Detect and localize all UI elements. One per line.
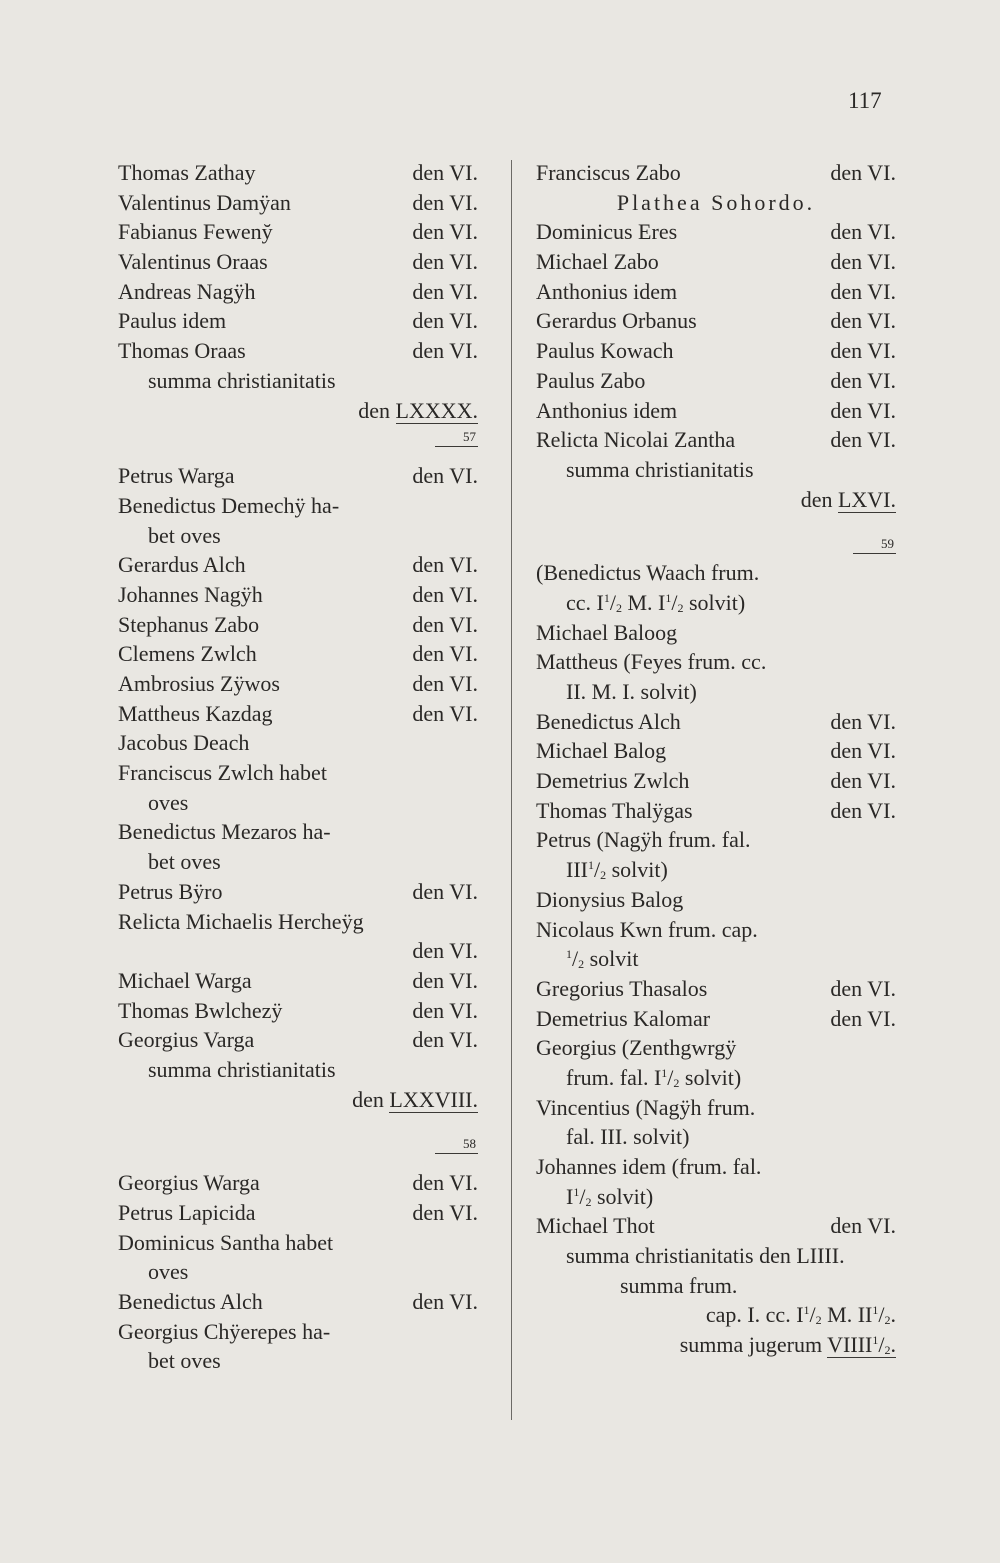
entry-line — [118, 728, 478, 758]
entry-line — [536, 707, 896, 737]
entry-name: oves — [148, 1259, 189, 1285]
entry-name: Thomas Thalÿgas — [536, 797, 693, 823]
entry-name: frum. fal. $I^1/_2$ solvit) — [566, 1064, 742, 1090]
summa-label: summa christianitatis — [148, 367, 336, 393]
summa-total: den LXXVIII. — [352, 1086, 478, 1112]
entry-line — [118, 1198, 478, 1228]
entry-line — [118, 1317, 478, 1347]
entry-line — [536, 1122, 896, 1152]
entry-value: den VI. — [830, 427, 896, 453]
entry-value: den VI. — [412, 338, 478, 364]
entry-value: den VI. — [412, 641, 478, 667]
entry-value: den VI. — [830, 367, 896, 393]
entry-name: Paulus Zabo — [536, 367, 646, 393]
entry-name: Valentinus Oraas — [118, 249, 268, 275]
entry-name: Michael Zabo — [536, 249, 659, 275]
entry-name: Demetrius Zwlch — [536, 768, 690, 794]
entry-value: den VI. — [830, 975, 896, 1001]
entry-name: Georgius Varga — [118, 1027, 255, 1053]
entry-value: den VI. — [412, 700, 478, 726]
entry-value: den VI. — [830, 397, 896, 423]
entry-line — [118, 580, 478, 610]
entry-line — [118, 639, 478, 669]
entry-value: den VI. — [412, 1289, 478, 1315]
entry-line — [536, 647, 896, 677]
column-divider — [511, 160, 512, 1420]
entry-line — [536, 396, 896, 426]
entry-value: den VI. — [412, 671, 478, 696]
entry-line — [536, 366, 896, 396]
entry-line — [118, 699, 478, 729]
entry-line — [118, 669, 478, 699]
entry-value: den VI. — [412, 463, 478, 489]
entry-value: den VI. — [830, 797, 896, 823]
summa-total: den LXXXX. — [358, 397, 478, 423]
entry-name: Benedictus Alch — [118, 1289, 263, 1315]
entry-value: den VI. — [830, 768, 896, 794]
entry-name: Franciscus Zwlch habet — [118, 760, 327, 786]
left-column — [118, 158, 478, 1376]
entry-name: Petrus Warga — [118, 463, 235, 489]
entry-line — [118, 550, 478, 580]
entry-name: Johannes idem (frum. fal. — [536, 1154, 762, 1179]
entry-line — [118, 877, 478, 907]
entry-line — [536, 736, 896, 766]
entry-line — [118, 996, 478, 1026]
entry-line — [118, 817, 478, 847]
section-heading: Plathea Sohordo. — [616, 189, 816, 215]
entry-value: den VI. — [830, 708, 896, 734]
entry-name: Michael Balog — [536, 738, 667, 764]
entry-value: den VI. — [412, 308, 478, 334]
page-number: 117 — [848, 88, 882, 113]
entry-line — [118, 1257, 478, 1287]
entry-line — [118, 306, 478, 336]
right-column — [536, 158, 896, 1360]
entry-value: den VI. — [412, 1027, 478, 1053]
entry-name: Benedictus Mezaros ha- — [118, 819, 331, 845]
entry-name: $^1/_2$ solvit — [566, 946, 639, 972]
entry-name: Vincentius (Nagÿh frum. — [536, 1094, 756, 1120]
entry-value: den VI. — [412, 160, 478, 185]
entry-line — [536, 217, 896, 247]
entry-name: $III^1/_2$ solvit) — [566, 857, 668, 883]
entry-name: oves — [148, 789, 189, 815]
entry-name: Georgius Chÿerepes ha- — [118, 1318, 331, 1344]
entry-line — [118, 491, 478, 521]
entry-name: Stephanus Zabo — [118, 611, 260, 637]
entry-value: den VI. — [412, 967, 478, 993]
entry-name: (Benedictus Waach frum. — [536, 560, 760, 586]
entry-line — [536, 1004, 896, 1034]
entry-name: bet oves — [148, 1348, 221, 1374]
entry-value: den VI. — [412, 552, 478, 578]
entry-line — [536, 766, 896, 796]
entry-name: Petrus (Nagÿh frum. fal. — [536, 827, 751, 853]
entry-value: den VI. — [830, 308, 896, 334]
entry-value: den VI. — [830, 249, 896, 275]
entry-line — [536, 825, 896, 855]
entry-name: Georgius (Zenthgwrgÿ — [536, 1035, 737, 1061]
entry-name: Anthonius idem — [536, 397, 678, 423]
entry-line — [118, 217, 478, 247]
entry-line — [536, 1211, 896, 1241]
entry-value: den VI. — [830, 1213, 896, 1239]
entry-value: den VI. — [412, 278, 478, 304]
entry-line — [536, 1093, 896, 1123]
entry-value: den VI. — [412, 1200, 478, 1225]
entry-name: Clemens Zwlch — [118, 641, 257, 667]
entry-line — [536, 855, 896, 885]
entry-line — [536, 944, 896, 974]
entry-line — [118, 247, 478, 277]
entry-line — [118, 788, 478, 818]
entry-line: Franciscus Zabo den VI. — [536, 160, 896, 185]
entry-line — [118, 158, 478, 188]
right-block-1 — [536, 217, 896, 455]
entry-value: den VI. — [412, 611, 478, 637]
right-block-2 — [536, 558, 896, 1241]
entry-line — [118, 336, 478, 366]
entry-line — [536, 336, 896, 366]
entry-name: bet oves — [148, 522, 221, 548]
summa-label: summa christianitatis — [148, 1056, 336, 1082]
entry-name: Nicolaus Kwn frum. cap. — [536, 916, 758, 942]
entry-name: Valentinus Damÿan — [118, 189, 291, 215]
entry-value: den VI. — [830, 338, 896, 364]
entry-name: Michael Baloog — [536, 619, 678, 645]
entry-line — [118, 907, 478, 937]
entry-line — [118, 758, 478, 788]
entry-line — [118, 521, 478, 551]
entry-line — [536, 974, 896, 1004]
entry-name: Fabianus Feweny̆ — [118, 219, 273, 245]
summa-jugerum-value: $VIIII^1/_2$. — [827, 1332, 896, 1358]
segment-number-59: 59 — [536, 532, 896, 558]
entry-line — [118, 610, 478, 640]
entry-line — [536, 588, 896, 618]
entry-name: Ambrosius Zÿwos — [118, 671, 280, 696]
entry-name: Relicta Nicolai Zantha — [536, 427, 736, 453]
entry-value: den VI. — [412, 938, 478, 964]
entry-name: Paulus Kowach — [536, 338, 674, 364]
summa-frum-values: cap. I. cc. $I^1/_2$ M. $II^1/_2$. — [705, 1302, 896, 1328]
entry-line — [118, 847, 478, 877]
entry-name: II. M. I. solvit) — [566, 679, 697, 704]
entry-name: Relicta Michaelis Hercheÿg — [118, 908, 364, 934]
entry-name: Dionysius Balog — [536, 886, 684, 912]
entry-name: cc. $I^1/_2$ M. $I^1/_2$ solvit) — [566, 589, 746, 615]
entry-line — [118, 188, 478, 218]
entry-value: den VI. — [412, 1170, 478, 1196]
entry-name: Johannes Nagÿh — [118, 581, 263, 607]
entry-name: Thomas Bwlchezÿ — [118, 997, 283, 1023]
entry-value: den VI. — [830, 738, 896, 764]
entry-name: Michael Thot — [536, 1213, 655, 1239]
entry-value: den VI. — [412, 219, 478, 245]
entry-line — [536, 618, 896, 648]
entry-line — [536, 1033, 896, 1063]
entry-value: den VI. — [412, 878, 478, 904]
summa-value: LXXXX. — [395, 397, 478, 423]
entry-value: den VI. — [412, 997, 478, 1023]
entry-line — [536, 247, 896, 277]
entry-name: Jacobus Deach — [118, 730, 250, 756]
entry-line — [536, 1152, 896, 1182]
entry-line — [536, 1182, 896, 1212]
entry-value: den VI. — [412, 189, 478, 215]
entry-value: den VI. — [830, 1005, 896, 1031]
entry-line — [118, 936, 478, 966]
entry-line — [536, 558, 896, 588]
left-block-3 — [118, 1168, 478, 1376]
entry-name: Petrus Lapicida — [118, 1200, 256, 1225]
entry-line — [118, 277, 478, 307]
entry-name: Benedictus Alch — [536, 708, 681, 734]
entry-line — [118, 1346, 478, 1376]
summa-label: summa christianitatis — [566, 456, 754, 482]
segment-number-58: 58 — [118, 1132, 478, 1158]
final-summa: summa christianitatis den LIIII. — [566, 1243, 845, 1269]
entry-name: Dominicus Santha habet — [118, 1229, 334, 1255]
entry-name: Thomas Zathay — [118, 160, 256, 185]
entry-name: $I^1/_2$ solvit) — [566, 1183, 654, 1209]
left-block-1 — [118, 158, 478, 366]
entry-line — [118, 966, 478, 996]
entry-name: Andreas Nagÿh — [118, 278, 256, 304]
entry-value: den VI. — [830, 278, 896, 304]
summa-jugerum: summa jugerum $VIIII^1/_2$. — [679, 1332, 896, 1358]
segment-number-57: 57 — [118, 425, 478, 451]
entry-name: fal. III. solvit) — [566, 1124, 690, 1150]
entry-line — [118, 461, 478, 491]
entry-name: bet oves — [148, 849, 221, 875]
entry-line — [536, 306, 896, 336]
summa-value: LXXVIII. — [389, 1086, 478, 1112]
entry-name: Gerardus Orbanus — [536, 308, 697, 334]
entry-value: den VI. — [412, 249, 478, 275]
entry-line — [536, 885, 896, 915]
entry-line — [536, 677, 896, 707]
entry-line — [536, 425, 896, 455]
entry-value: den VI. — [830, 219, 896, 245]
entry-line — [536, 796, 896, 826]
entry-name: Georgius Warga — [118, 1170, 260, 1196]
entry-name: Gregorius Thasalos — [536, 975, 708, 1001]
summa-total: den LXVI. — [800, 486, 896, 512]
summa-frum-label: summa frum. — [620, 1272, 738, 1298]
entry-line — [536, 1063, 896, 1093]
entry-value: den VI. — [412, 581, 478, 607]
entry-name: Mattheus (Feyes frum. cc. — [536, 649, 767, 675]
left-block-2 — [118, 461, 478, 1055]
entry-line — [536, 277, 896, 307]
summa-value: LXVI. — [837, 486, 896, 512]
entry-name: Anthonius idem — [536, 278, 678, 304]
entry-line — [536, 915, 896, 945]
entry-line — [118, 1287, 478, 1317]
entry-name: Michael Warga — [118, 967, 252, 993]
entry-line — [118, 1228, 478, 1258]
entry-name: Benedictus Demechÿ ha- — [118, 492, 340, 518]
entry-name: Demetrius Kalomar — [536, 1005, 711, 1031]
entry-line — [118, 1168, 478, 1198]
entry-name: Thomas Oraas — [118, 338, 246, 364]
entry-name: Paulus idem — [118, 308, 227, 334]
entry-line — [118, 1025, 478, 1055]
entry-name: Dominicus Eres — [536, 219, 678, 245]
entry-name: Petrus Bÿro — [118, 878, 223, 904]
entry-name: Gerardus Alch — [118, 552, 246, 578]
entry-name: Mattheus Kazdag — [118, 700, 273, 726]
